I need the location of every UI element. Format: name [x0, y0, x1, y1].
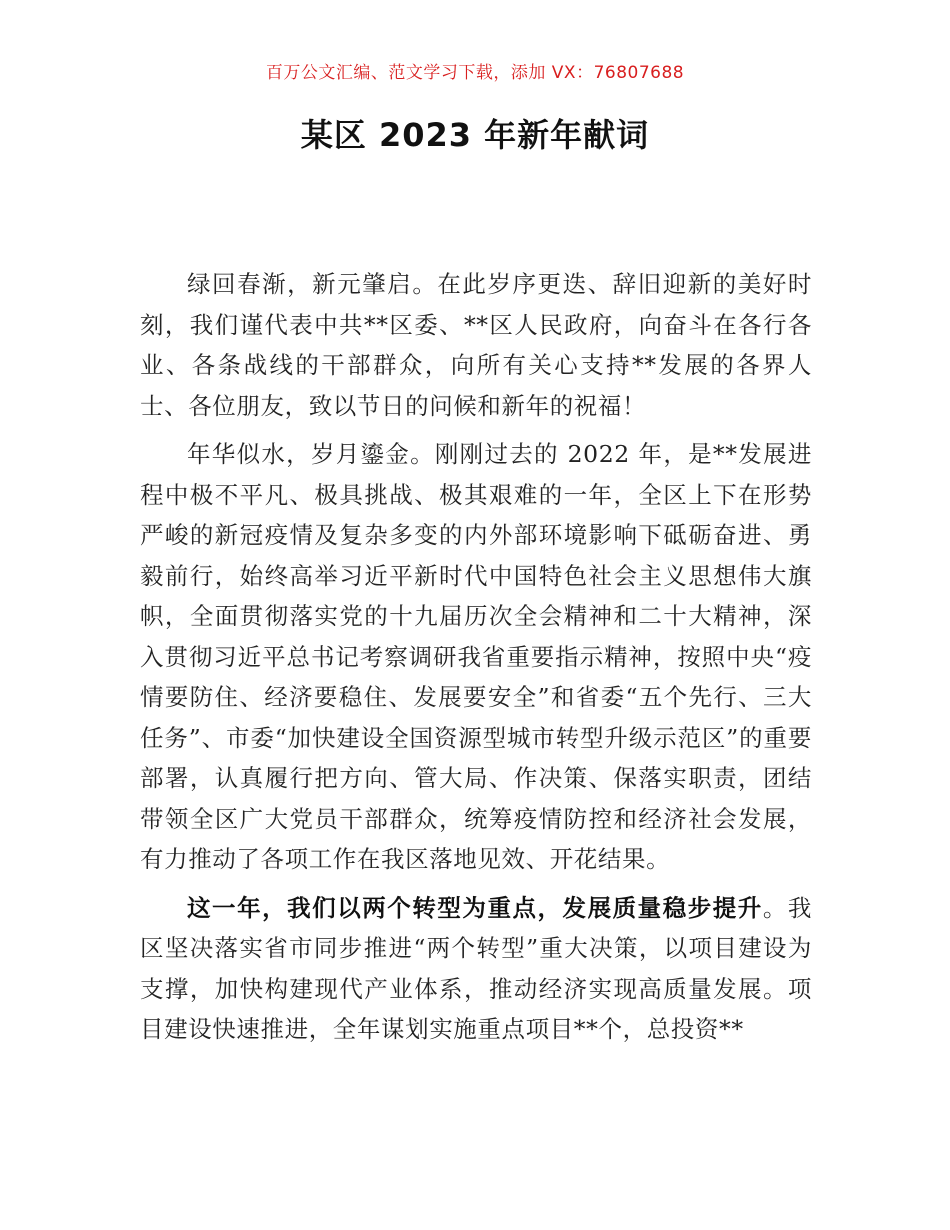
paragraph-1 — [140, 264, 812, 426]
watermark-header: 百万公文汇编、范文学习下载，添加 VX：76807688 — [265, 63, 685, 83]
paragraph-1-text: 绿回春渐，新元肇启。在此岁序更迭、辞旧迎新的美好时刻，我们谨代表中共**区委、**区人民政府，向奋斗在各行各业、各条战线的干部群众，向所有关心支持**发展的各界人士、各位朋友，致以节日的问候和新年的祝福！ — [140, 270, 812, 420]
paragraph-2 — [140, 434, 812, 880]
document-body — [140, 264, 812, 1058]
paragraph-3-text: 。我区坚决落实省市同步推进“两个转型”重大决策，以项目建设为支撑，加快构建现代产业体系，推动经济实现高质量发展。项目建设快速推进，全年谋划实施重点项目**个，总投资** — [140, 893, 812, 1043]
document-title: 某区 2023 年新年献词 — [300, 116, 650, 154]
paragraph-2-text: 年华似水，岁月鎏金。刚刚过去的 2022 年，是**发展进程中极不平凡、极具挑战、极其艰难的一年，全区上下在形势严峻的新冠疫情及复杂多变的内外部环境影响下砥砺奋进、勇毅前行，始终高举习近平新时代中国特色社会主义思想伟大旗帜，全面贯彻落实党的十九届历次全会精神和二十大精神，深入贯彻习近平总书记考察调研我省重要指示精神，按照中央“疫情要防住、经济要稳住、发展要安全”和省委“五个先行、三大任务”、市委“加快建设全国资源型城市转型升级示范区”的重要部署，认真履行把方向、管大局、作决策、保落实职责，团结带领全区广大党员干部群众，统筹疫情防控和经济社会发展，有力推动了各项工作在我区落地见效、开花结果。 — [140, 440, 812, 873]
paragraph-3-lead: 这一年，我们以两个转型为重点，发展质量稳步提升 — [187, 893, 763, 922]
paragraph-3 — [140, 888, 812, 1050]
